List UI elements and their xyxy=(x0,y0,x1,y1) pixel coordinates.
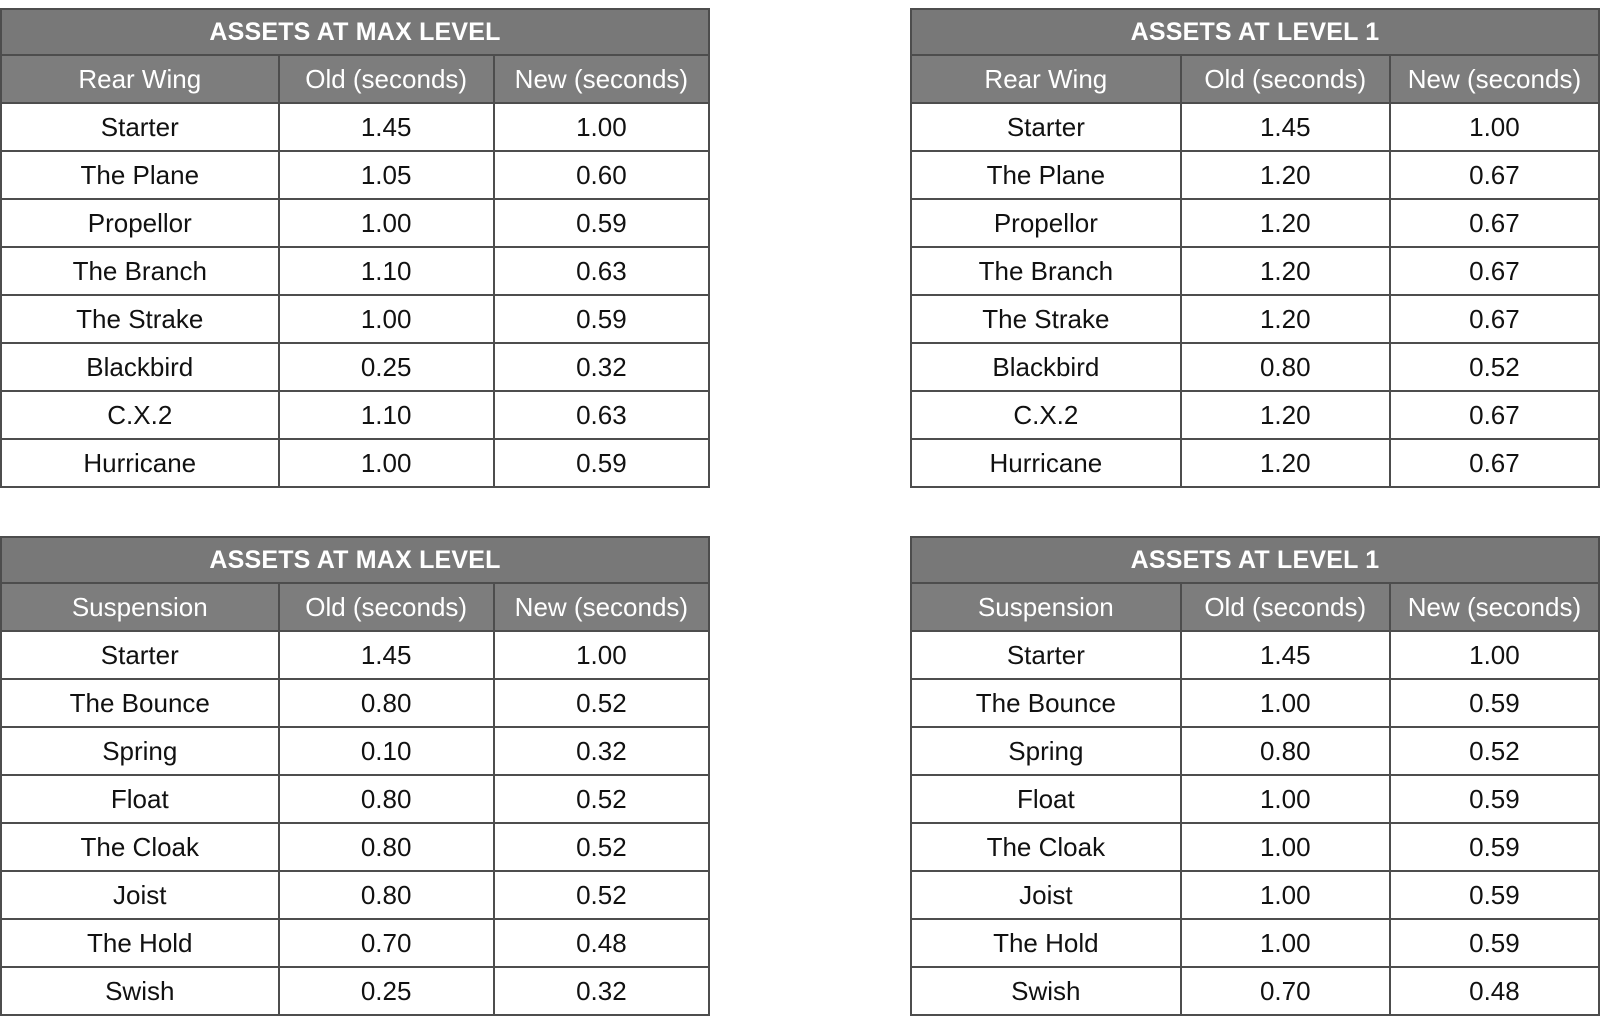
cell-old: 0.80 xyxy=(279,679,494,727)
table-title-row xyxy=(911,537,1599,583)
cell-old: 1.45 xyxy=(279,631,494,679)
cell-new: 0.63 xyxy=(494,391,709,439)
column-gap-bottom xyxy=(710,536,910,1016)
table-row xyxy=(1,679,709,727)
table-row xyxy=(1,871,709,919)
cell-old: 0.80 xyxy=(1181,343,1390,391)
table-header-row xyxy=(1,583,709,631)
cell-name: Swish xyxy=(1,967,279,1015)
cell-old: 1.00 xyxy=(1181,679,1390,727)
column-header-name: Rear Wing xyxy=(911,55,1181,103)
cell-old: 1.20 xyxy=(1181,247,1390,295)
table-row xyxy=(911,343,1599,391)
cell-new: 0.59 xyxy=(1390,775,1599,823)
cell-name: Float xyxy=(1,775,279,823)
cell-old: 1.10 xyxy=(279,247,494,295)
cell-old: 1.20 xyxy=(1181,439,1390,487)
cell-name: Float xyxy=(911,775,1181,823)
cell-name: The Plane xyxy=(911,151,1181,199)
table-slot-top-right xyxy=(910,8,1600,488)
cell-old: 1.00 xyxy=(279,199,494,247)
cell-new: 0.52 xyxy=(1390,343,1599,391)
cell-new: 0.67 xyxy=(1390,247,1599,295)
cell-new: 0.32 xyxy=(494,343,709,391)
table-row xyxy=(1,295,709,343)
table-title: ASSETS AT MAX LEVEL xyxy=(1,9,709,55)
table-row xyxy=(911,679,1599,727)
cell-new: 0.59 xyxy=(1390,919,1599,967)
table-row xyxy=(1,103,709,151)
cell-name: Joist xyxy=(911,871,1181,919)
cell-new: 0.59 xyxy=(1390,823,1599,871)
table-header-row xyxy=(911,55,1599,103)
cell-name: Starter xyxy=(911,631,1181,679)
cell-new: 0.32 xyxy=(494,727,709,775)
cell-old: 0.80 xyxy=(279,775,494,823)
table-row xyxy=(911,295,1599,343)
cell-name: C.X.2 xyxy=(911,391,1181,439)
cell-old: 1.45 xyxy=(279,103,494,151)
table-row xyxy=(911,823,1599,871)
table-row xyxy=(1,727,709,775)
cell-new: 0.48 xyxy=(1390,967,1599,1015)
table-title-row xyxy=(1,9,709,55)
table-row xyxy=(911,919,1599,967)
row-gap-left xyxy=(0,488,710,536)
cell-name: The Hold xyxy=(1,919,279,967)
table-suspension-max xyxy=(0,536,710,1016)
cell-name: Hurricane xyxy=(911,439,1181,487)
column-header-new: New (seconds) xyxy=(494,583,709,631)
cell-new: 0.59 xyxy=(494,295,709,343)
cell-name: Joist xyxy=(1,871,279,919)
column-header-old: Old (seconds) xyxy=(279,583,494,631)
table-header-row xyxy=(1,55,709,103)
table-row xyxy=(1,967,709,1015)
column-header-old: Old (seconds) xyxy=(279,55,494,103)
column-header-new: New (seconds) xyxy=(1390,583,1599,631)
cell-new: 0.67 xyxy=(1390,391,1599,439)
table-rear-wing-level1 xyxy=(910,8,1600,488)
table-row xyxy=(911,439,1599,487)
cell-old: 1.00 xyxy=(1181,823,1390,871)
cell-old: 0.25 xyxy=(279,967,494,1015)
cell-old: 1.00 xyxy=(279,439,494,487)
table-header-row xyxy=(911,583,1599,631)
table-row xyxy=(911,775,1599,823)
cell-name: Starter xyxy=(911,103,1181,151)
table-row xyxy=(1,823,709,871)
table-row xyxy=(1,247,709,295)
cell-old: 0.10 xyxy=(279,727,494,775)
cell-old: 0.25 xyxy=(279,343,494,391)
cell-name: Hurricane xyxy=(1,439,279,487)
column-gap xyxy=(710,8,910,488)
cell-name: The Cloak xyxy=(911,823,1181,871)
cell-new: 1.00 xyxy=(494,631,709,679)
cell-name: Swish xyxy=(911,967,1181,1015)
cell-new: 0.63 xyxy=(494,247,709,295)
table-row xyxy=(1,199,709,247)
cell-new: 0.59 xyxy=(1390,679,1599,727)
table-row xyxy=(1,631,709,679)
cell-old: 1.45 xyxy=(1181,631,1390,679)
table-title-row xyxy=(1,537,709,583)
cell-new: 0.52 xyxy=(494,679,709,727)
cell-new: 0.59 xyxy=(1390,871,1599,919)
table-slot-bottom-right xyxy=(910,536,1600,1016)
table-row xyxy=(911,967,1599,1015)
cell-name: Starter xyxy=(1,103,279,151)
column-header-old: Old (seconds) xyxy=(1181,583,1390,631)
table-row xyxy=(911,871,1599,919)
cell-new: 0.52 xyxy=(494,871,709,919)
tables-grid xyxy=(0,8,1600,1016)
cell-name: Spring xyxy=(1,727,279,775)
cell-old: 1.00 xyxy=(1181,871,1390,919)
table-slot-bottom-left xyxy=(0,536,710,1016)
table-title: ASSETS AT LEVEL 1 xyxy=(911,537,1599,583)
cell-new: 0.59 xyxy=(494,199,709,247)
cell-name: Spring xyxy=(911,727,1181,775)
cell-name: Blackbird xyxy=(1,343,279,391)
cell-old: 0.70 xyxy=(279,919,494,967)
table-row xyxy=(1,151,709,199)
table-row xyxy=(1,343,709,391)
cell-old: 1.00 xyxy=(279,295,494,343)
cell-old: 1.20 xyxy=(1181,199,1390,247)
table-title-row xyxy=(911,9,1599,55)
table-row xyxy=(1,439,709,487)
cell-new: 0.59 xyxy=(494,439,709,487)
cell-old: 0.70 xyxy=(1181,967,1390,1015)
cell-name: Propellor xyxy=(911,199,1181,247)
column-header-old: Old (seconds) xyxy=(1181,55,1390,103)
table-row xyxy=(911,247,1599,295)
cell-name: Blackbird xyxy=(911,343,1181,391)
cell-new: 0.67 xyxy=(1390,199,1599,247)
cell-old: 1.20 xyxy=(1181,151,1390,199)
row-gap-right xyxy=(910,488,1600,536)
cell-new: 0.67 xyxy=(1390,295,1599,343)
table-row xyxy=(911,631,1599,679)
cell-old: 1.05 xyxy=(279,151,494,199)
column-header-new: New (seconds) xyxy=(494,55,709,103)
cell-old: 1.00 xyxy=(1181,775,1390,823)
cell-name: The Bounce xyxy=(911,679,1181,727)
cell-new: 0.67 xyxy=(1390,439,1599,487)
cell-old: 1.20 xyxy=(1181,391,1390,439)
cell-name: The Bounce xyxy=(1,679,279,727)
cell-new: 0.52 xyxy=(494,823,709,871)
cell-old: 1.10 xyxy=(279,391,494,439)
cell-name: The Branch xyxy=(1,247,279,295)
cell-name: The Hold xyxy=(911,919,1181,967)
cell-old: 0.80 xyxy=(279,823,494,871)
column-header-name: Suspension xyxy=(1,583,279,631)
table-row xyxy=(911,103,1599,151)
cell-name: The Cloak xyxy=(1,823,279,871)
table-row xyxy=(1,391,709,439)
table-slot-top-left xyxy=(0,8,710,488)
cell-old: 1.20 xyxy=(1181,295,1390,343)
cell-name: The Branch xyxy=(911,247,1181,295)
cell-new: 1.00 xyxy=(1390,103,1599,151)
table-row xyxy=(911,151,1599,199)
table-rear-wing-max xyxy=(0,8,710,488)
cell-new: 0.52 xyxy=(1390,727,1599,775)
cell-new: 0.67 xyxy=(1390,151,1599,199)
cell-old: 0.80 xyxy=(1181,727,1390,775)
table-title: ASSETS AT MAX LEVEL xyxy=(1,537,709,583)
cell-name: Starter xyxy=(1,631,279,679)
table-row xyxy=(1,775,709,823)
table-row xyxy=(911,727,1599,775)
cell-name: The Strake xyxy=(911,295,1181,343)
cell-old: 1.00 xyxy=(1181,919,1390,967)
cell-new: 0.60 xyxy=(494,151,709,199)
cell-new: 0.52 xyxy=(494,775,709,823)
cell-old: 1.45 xyxy=(1181,103,1390,151)
table-row xyxy=(1,919,709,967)
column-header-new: New (seconds) xyxy=(1390,55,1599,103)
cell-name: The Plane xyxy=(1,151,279,199)
column-header-name: Suspension xyxy=(911,583,1181,631)
cell-new: 0.48 xyxy=(494,919,709,967)
column-header-name: Rear Wing xyxy=(1,55,279,103)
table-row xyxy=(911,391,1599,439)
cell-new: 0.32 xyxy=(494,967,709,1015)
cell-name: The Strake xyxy=(1,295,279,343)
row-gap-center xyxy=(710,488,910,536)
cell-new: 1.00 xyxy=(494,103,709,151)
table-row xyxy=(911,199,1599,247)
cell-new: 1.00 xyxy=(1390,631,1599,679)
cell-name: Propellor xyxy=(1,199,279,247)
cell-name: C.X.2 xyxy=(1,391,279,439)
table-suspension-level1 xyxy=(910,536,1600,1016)
table-title: ASSETS AT LEVEL 1 xyxy=(911,9,1599,55)
cell-old: 0.80 xyxy=(279,871,494,919)
